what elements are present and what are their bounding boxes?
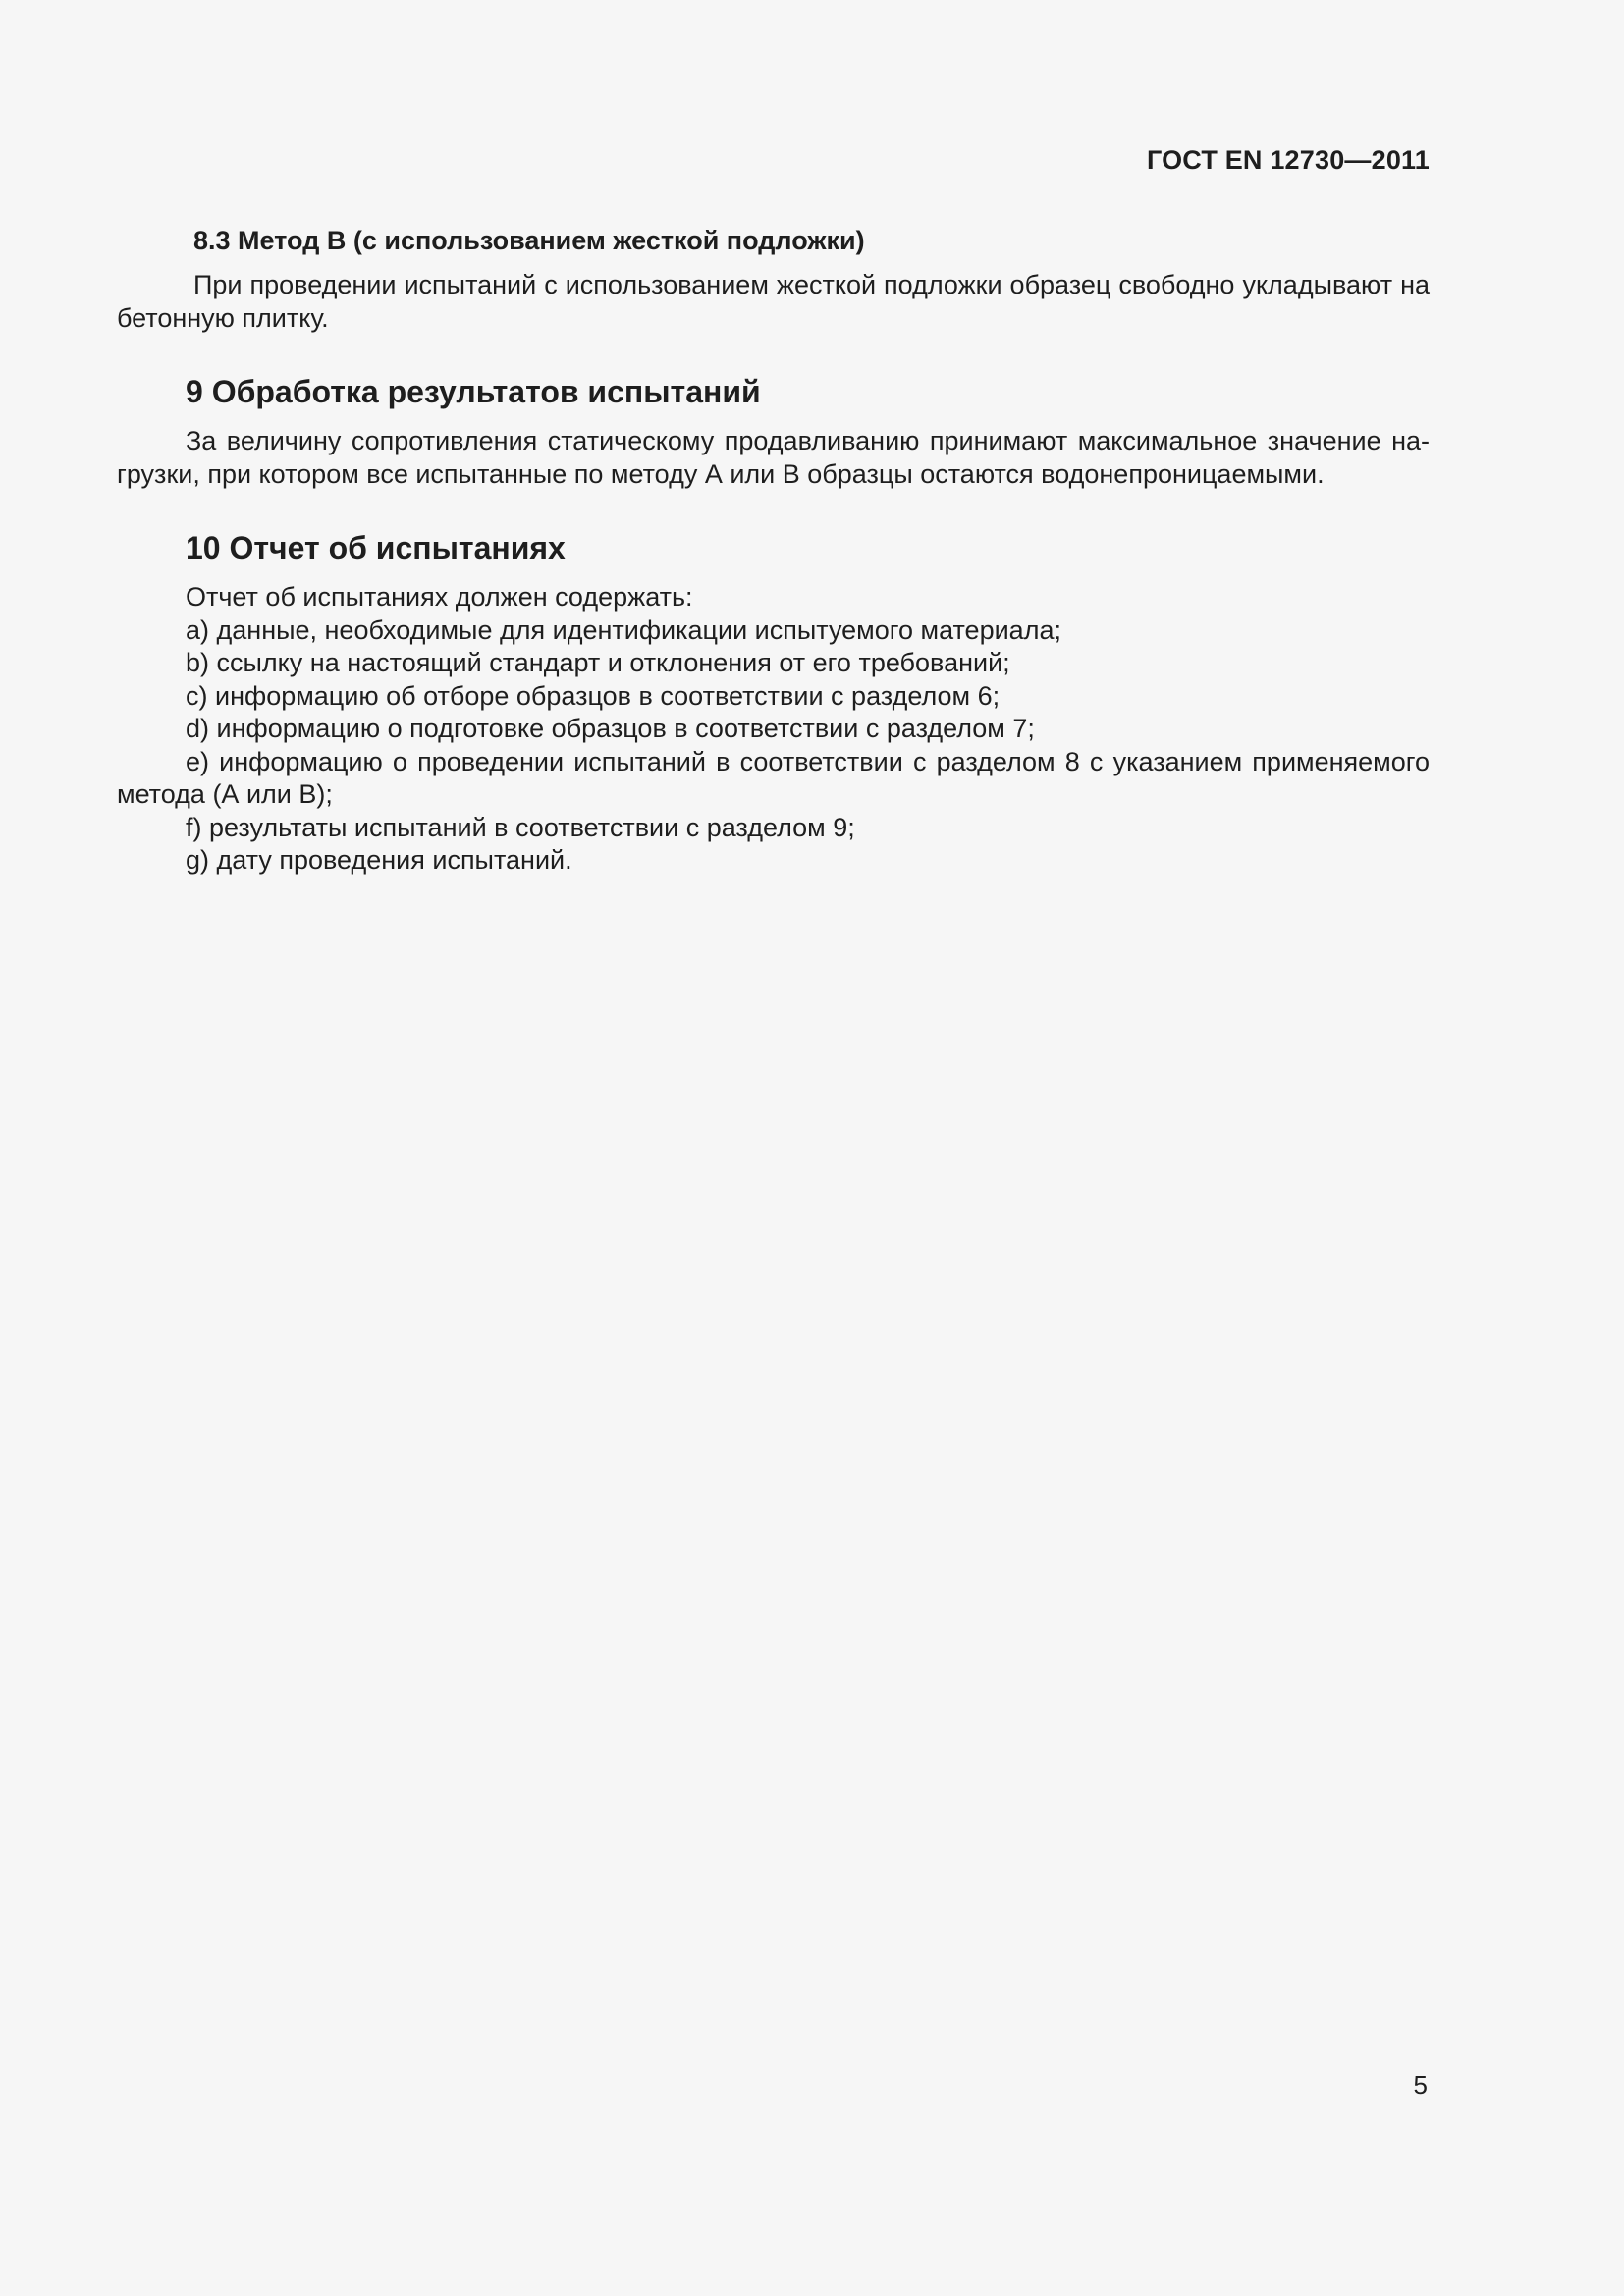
section-9-text: За величину сопротивления статическому продавливанию принимают максимальное значение нагрузки, при котором все испытанные по методу А или В образцы остаются водонепроницаемыми. [117,426,1430,489]
list-item-c: c) информацию об отборе образцов в соответствии с разделом 6; [186,680,1001,711]
page-content [117,224,1430,878]
list-item-e: e) информацию о проведении испытаний в соответствии с разделом 8 с указанием применяемого метода (А или В); [117,746,1430,809]
section-9-title: 9 Обработка результатов испытаний [186,374,761,409]
section-10-intro: Отчет об испытаниях должен содержать: [186,582,693,612]
list-item-f: f) результаты испытаний в соответствии с разделом 9; [186,812,855,842]
section-8-3-title: 8.3 Метод В (с использованием жесткой подложки) [193,226,865,255]
section-8-3-text: При проведении испытаний с использованием жесткой подложки образец свободно укладывают на бетонную плитку. [117,270,1430,333]
list-item-g: g) дату проведения испытаний. [186,845,572,875]
section-10-title: 10 Отчет об испытаниях [186,530,566,565]
list-item-b: b) ссылку на настоящий стандарт и отклонения от его требований; [186,648,1010,677]
report-requirements-list [117,614,1430,878]
document-id: ГОСТ EN 12730—2011 [1146,145,1430,175]
page-number: 5 [1413,2070,1428,2100]
list-item-d: d) информацию о подготовке образцов в соответствии с разделом 7; [186,714,1035,743]
list-item-a: a) данные, необходимые для идентификации испытуемого материала; [186,614,1061,645]
